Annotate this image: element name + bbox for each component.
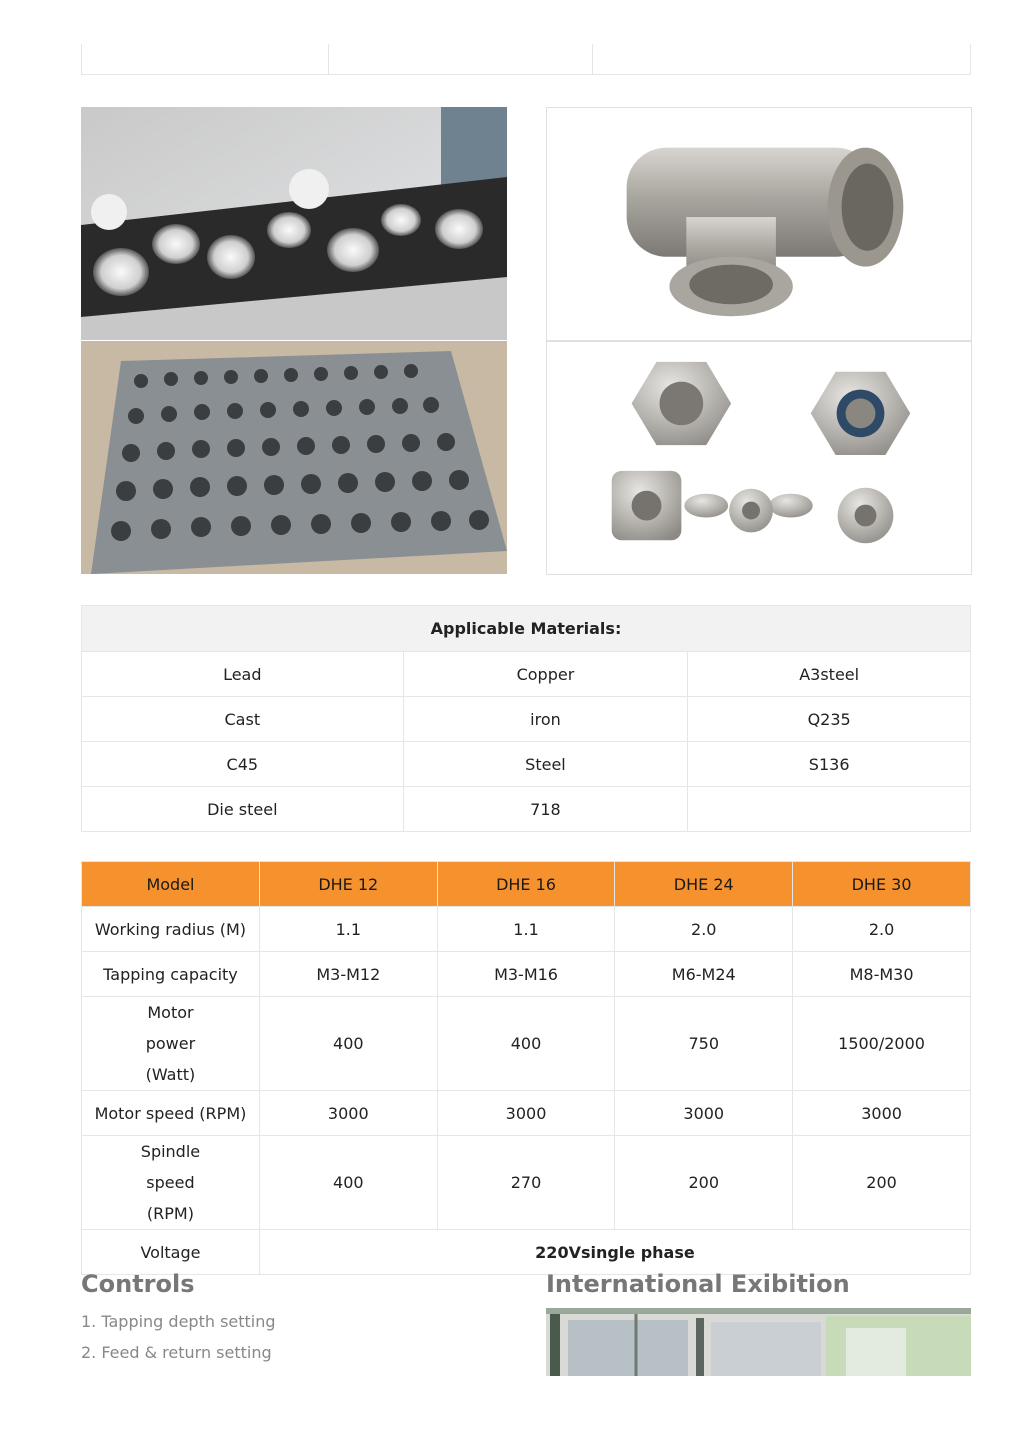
table-cell: 3000 <box>615 1091 793 1136</box>
table-cell: 2.0 <box>793 907 971 952</box>
table-cell: 1.1 <box>437 907 615 952</box>
exhibition-photo <box>546 1308 971 1376</box>
header-model: Model <box>82 862 260 907</box>
table-cell: A3steel <box>688 652 971 697</box>
table-cell: M6-M24 <box>615 952 793 997</box>
row-label: Motor speed (RPM) <box>82 1091 260 1136</box>
table-cell: C45 <box>82 742 404 787</box>
table-row <box>82 952 971 997</box>
table-cell: 750 <box>615 997 793 1091</box>
perforated-plate-photo <box>81 341 507 574</box>
table-row <box>82 742 971 787</box>
table-cell: S136 <box>688 742 971 787</box>
list-item: 1. Tapping depth setting <box>81 1312 276 1331</box>
table-cell: 400 <box>437 997 615 1091</box>
table-cell: iron <box>403 697 688 742</box>
list-item: 2. Feed & return setting <box>81 1343 272 1362</box>
exhibition-title: International Exibition <box>546 1270 850 1298</box>
table-row <box>82 1136 971 1230</box>
row-label: Working radius (M) <box>82 907 260 952</box>
pipe-tee-photo <box>546 107 972 341</box>
materials-table <box>81 605 971 832</box>
row-label: Motor power (Watt) <box>82 997 260 1091</box>
row-label: Tapping capacity <box>82 952 260 997</box>
table-row <box>82 652 971 697</box>
table-cell: Steel <box>403 742 688 787</box>
table-cell: Lead <box>82 652 404 697</box>
row-label: Spindle speed (RPM) <box>82 1136 260 1230</box>
table-cell <box>688 787 971 832</box>
header-dhe30: DHE 30 <box>793 862 971 907</box>
table-cell: 1500/2000 <box>793 997 971 1091</box>
table-cell: 200 <box>793 1136 971 1230</box>
table-cell: Die steel <box>82 787 404 832</box>
table-row <box>82 997 971 1091</box>
table-row <box>82 787 971 832</box>
specs-header-row <box>82 862 971 907</box>
specs-table <box>81 861 971 1275</box>
table-cell: Cast <box>82 697 404 742</box>
table-cell: 3000 <box>437 1091 615 1136</box>
table-row <box>82 1230 971 1275</box>
table-row <box>82 907 971 952</box>
table-cell: 1.1 <box>259 907 437 952</box>
header-dhe16: DHE 16 <box>437 862 615 907</box>
row-label: Voltage <box>82 1230 260 1275</box>
tapped-bar-photo <box>81 107 507 340</box>
controls-title: Controls <box>81 1270 195 1298</box>
table-row <box>82 1091 971 1136</box>
header-dhe12: DHE 12 <box>259 862 437 907</box>
table-cell: Q235 <box>688 697 971 742</box>
table-cell: 3000 <box>259 1091 437 1136</box>
table-cell: 3000 <box>793 1091 971 1136</box>
table-cell: 400 <box>259 997 437 1091</box>
table-cell: 400 <box>259 1136 437 1230</box>
materials-header: Applicable Materials: <box>82 606 971 652</box>
table-row <box>82 697 971 742</box>
table-cell: M3-M16 <box>437 952 615 997</box>
top-table-remnant <box>81 44 971 75</box>
table-cell: 270 <box>437 1136 615 1230</box>
table-cell: M3-M12 <box>259 952 437 997</box>
nuts-photo <box>546 341 972 575</box>
table-cell: 718 <box>403 787 688 832</box>
table-cell: M8-M30 <box>793 952 971 997</box>
table-cell: 2.0 <box>615 907 793 952</box>
table-cell: Copper <box>403 652 688 697</box>
voltage-value: 220Vsingle phase <box>259 1230 970 1275</box>
header-dhe24: DHE 24 <box>615 862 793 907</box>
table-cell: 200 <box>615 1136 793 1230</box>
